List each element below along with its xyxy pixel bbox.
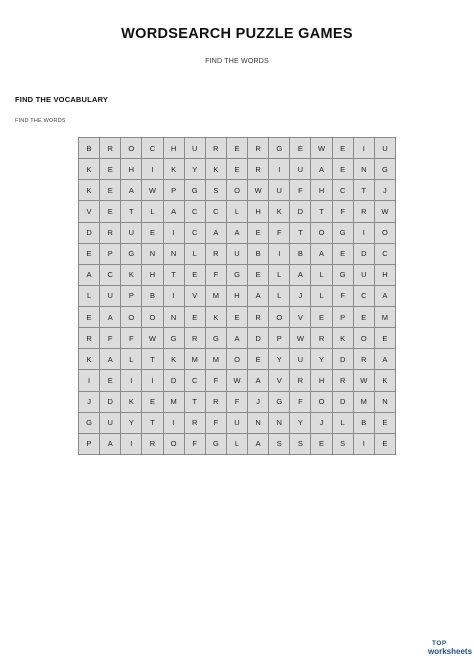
grid-cell[interactable]: G (121, 244, 142, 265)
grid-cell[interactable]: D (333, 392, 354, 413)
grid-cell[interactable]: V (185, 286, 206, 307)
grid-cell[interactable]: A (248, 434, 269, 455)
grid-cell[interactable]: E (142, 392, 163, 413)
grid-cell[interactable]: C (333, 180, 354, 201)
grid-cell[interactable]: M (206, 349, 227, 370)
grid-cell[interactable]: E (333, 159, 354, 180)
grid-cell[interactable]: Y (121, 413, 142, 434)
grid-cell[interactable]: A (206, 223, 227, 244)
grid-cell[interactable]: E (142, 223, 163, 244)
grid-cell[interactable]: R (354, 349, 375, 370)
grid-cell[interactable]: A (311, 244, 332, 265)
grid-cell[interactable]: E (375, 328, 396, 349)
grid-cell[interactable]: F (206, 370, 227, 391)
grid-cell[interactable]: F (290, 180, 311, 201)
grid-cell[interactable]: I (121, 434, 142, 455)
grid-cell[interactable]: B (248, 244, 269, 265)
grid-cell[interactable]: I (354, 223, 375, 244)
grid-cell[interactable]: K (206, 159, 227, 180)
grid-cell[interactable]: U (290, 159, 311, 180)
grid-cell[interactable]: L (121, 349, 142, 370)
grid-cell[interactable]: H (164, 138, 185, 159)
grid-cell[interactable]: G (333, 223, 354, 244)
grid-cell[interactable]: I (269, 159, 290, 180)
grid-cell[interactable]: M (206, 286, 227, 307)
grid-cell[interactable]: N (375, 392, 396, 413)
grid-cell[interactable]: U (375, 138, 396, 159)
grid-cell[interactable]: G (185, 180, 206, 201)
grid-cell[interactable]: O (354, 328, 375, 349)
grid-cell[interactable]: H (121, 159, 142, 180)
grid-cell[interactable]: L (185, 244, 206, 265)
grid-cell[interactable]: E (79, 244, 100, 265)
grid-cell[interactable]: N (248, 413, 269, 434)
grid-cell[interactable]: F (100, 328, 121, 349)
grid-cell[interactable]: L (227, 434, 248, 455)
grid-cell[interactable]: E (311, 307, 332, 328)
grid-cell[interactable]: G (375, 159, 396, 180)
grid-cell[interactable]: G (227, 265, 248, 286)
grid-cell[interactable]: E (100, 201, 121, 222)
grid-cell[interactable]: W (227, 370, 248, 391)
grid-cell[interactable]: I (164, 286, 185, 307)
grid-cell[interactable]: U (269, 180, 290, 201)
grid-cell[interactable]: J (79, 392, 100, 413)
grid-cell[interactable]: E (185, 307, 206, 328)
grid-cell[interactable]: R (248, 307, 269, 328)
grid-cell[interactable]: U (121, 223, 142, 244)
grid-cell[interactable]: S (290, 434, 311, 455)
page-subtitle: FIND THE WORDS (205, 58, 269, 65)
grid-cell[interactable]: B (290, 244, 311, 265)
grid-cell[interactable]: R (206, 138, 227, 159)
grid-cell[interactable]: T (164, 265, 185, 286)
grid-cell[interactable]: K (79, 180, 100, 201)
grid-cell[interactable]: R (354, 201, 375, 222)
grid-cell[interactable]: K (375, 370, 396, 391)
grid-cell[interactable]: G (164, 328, 185, 349)
grid-cell[interactable]: R (206, 244, 227, 265)
grid-cell[interactable]: E (248, 223, 269, 244)
section-heading: FIND THE VOCABULARY (15, 95, 109, 104)
grid-cell[interactable]: C (142, 138, 163, 159)
grid-cell[interactable]: D (333, 349, 354, 370)
grid-cell[interactable]: P (121, 286, 142, 307)
grid-cell[interactable]: K (79, 349, 100, 370)
grid-cell[interactable]: O (311, 392, 332, 413)
grid-cell[interactable]: N (269, 413, 290, 434)
grid-cell[interactable]: U (227, 413, 248, 434)
grid-cell[interactable]: R (185, 328, 206, 349)
grid-cell[interactable]: U (100, 286, 121, 307)
grid-cell[interactable]: F (227, 392, 248, 413)
grid-cell[interactable]: R (333, 370, 354, 391)
grid-cell[interactable]: K (79, 159, 100, 180)
grid-cell[interactable]: F (269, 223, 290, 244)
grid-cell[interactable]: R (100, 223, 121, 244)
grid-cell[interactable]: E (375, 434, 396, 455)
grid-cell[interactable]: O (227, 180, 248, 201)
grid-cell[interactable]: H (142, 265, 163, 286)
grid-cell[interactable]: L (311, 265, 332, 286)
grid-cell[interactable]: D (248, 328, 269, 349)
grid-cell[interactable]: E (185, 265, 206, 286)
grid-cell[interactable]: K (164, 349, 185, 370)
grid-cell[interactable]: C (185, 201, 206, 222)
grid-cell[interactable]: C (185, 370, 206, 391)
grid-cell[interactable]: T (354, 180, 375, 201)
grid-cell[interactable]: U (290, 349, 311, 370)
grid-cell[interactable]: N (142, 244, 163, 265)
grid-cell[interactable]: E (375, 413, 396, 434)
grid-cell[interactable]: A (100, 349, 121, 370)
grid-cell[interactable]: I (142, 370, 163, 391)
grid-cell[interactable]: B (79, 138, 100, 159)
grid-cell[interactable]: A (248, 286, 269, 307)
grid-cell[interactable]: E (79, 307, 100, 328)
grid-cell[interactable]: A (311, 159, 332, 180)
grid-cell[interactable]: A (227, 328, 248, 349)
grid-cell[interactable]: C (354, 286, 375, 307)
grid-cell[interactable]: W (375, 201, 396, 222)
grid-cell[interactable]: E (227, 138, 248, 159)
grid-cell[interactable]: A (375, 286, 396, 307)
grid-cell[interactable]: T (121, 201, 142, 222)
grid-cell[interactable]: B (142, 286, 163, 307)
grid-cell[interactable]: R (311, 328, 332, 349)
grid-cell[interactable]: G (269, 138, 290, 159)
grid-cell[interactable]: E (333, 138, 354, 159)
grid-cell[interactable]: S (206, 180, 227, 201)
grid-cell[interactable]: F (206, 265, 227, 286)
grid-cell[interactable]: A (375, 349, 396, 370)
grid-cell[interactable]: L (79, 286, 100, 307)
grid-cell[interactable]: A (290, 265, 311, 286)
grid-cell[interactable]: N (164, 307, 185, 328)
grid-cell[interactable]: W (142, 328, 163, 349)
grid-cell[interactable]: M (164, 392, 185, 413)
grid-cell[interactable]: E (227, 159, 248, 180)
grid-cell[interactable]: F (333, 286, 354, 307)
grid-cell[interactable]: E (290, 138, 311, 159)
grid-cell[interactable]: I (269, 244, 290, 265)
grid-cell[interactable]: U (100, 413, 121, 434)
grid-cell[interactable]: E (100, 370, 121, 391)
grid-cell[interactable]: G (206, 434, 227, 455)
grid-cell[interactable]: E (100, 159, 121, 180)
grid-cell[interactable]: C (185, 223, 206, 244)
grid-cell[interactable]: R (206, 392, 227, 413)
grid-cell[interactable]: I (142, 159, 163, 180)
grid-cell[interactable]: S (269, 434, 290, 455)
grid-cell[interactable]: R (248, 138, 269, 159)
grid-cell[interactable]: D (79, 223, 100, 244)
grid-cell[interactable]: W (354, 370, 375, 391)
grid-cell[interactable]: R (100, 138, 121, 159)
grid-cell[interactable]: H (227, 286, 248, 307)
grid-cell[interactable]: I (354, 138, 375, 159)
grid-cell[interactable]: Y (185, 159, 206, 180)
grid-cell[interactable]: U (354, 265, 375, 286)
grid-cell[interactable]: O (121, 138, 142, 159)
grid-cell[interactable]: J (375, 180, 396, 201)
grid-cell[interactable]: I (79, 370, 100, 391)
grid-cell[interactable]: L (333, 413, 354, 434)
grid-cell[interactable]: A (121, 180, 142, 201)
grid-cell[interactable]: N (354, 159, 375, 180)
grid-cell[interactable]: T (185, 392, 206, 413)
grid-cell[interactable]: H (311, 370, 332, 391)
brand-logo-top-text: TOP (432, 640, 447, 647)
grid-cell[interactable]: E (227, 307, 248, 328)
grid-cell[interactable]: D (354, 244, 375, 265)
grid-cell[interactable]: W (311, 138, 332, 159)
grid-cell[interactable]: K (269, 201, 290, 222)
grid-cell[interactable]: L (227, 201, 248, 222)
grid-cell[interactable]: K (121, 392, 142, 413)
section-instruction: FIND THE WORDS (15, 118, 66, 124)
grid-cell[interactable]: F (333, 201, 354, 222)
grid-cell[interactable]: U (227, 244, 248, 265)
grid-cell[interactable]: W (290, 328, 311, 349)
grid-cell[interactable]: R (142, 434, 163, 455)
grid-cell[interactable]: O (269, 307, 290, 328)
grid-cell[interactable]: L (311, 286, 332, 307)
grid-cell[interactable]: M (354, 392, 375, 413)
grid-cell[interactable]: K (333, 328, 354, 349)
grid-cell[interactable]: E (311, 434, 332, 455)
grid-cell[interactable]: T (311, 201, 332, 222)
grid-cell[interactable]: R (79, 328, 100, 349)
grid-cell[interactable]: A (100, 307, 121, 328)
grid-cell[interactable]: C (100, 265, 121, 286)
grid-cell[interactable]: T (290, 223, 311, 244)
grid-cell[interactable]: R (290, 370, 311, 391)
grid-cell[interactable]: E (354, 307, 375, 328)
grid-cell[interactable]: O (142, 307, 163, 328)
grid-cell[interactable]: R (248, 159, 269, 180)
grid-cell[interactable]: A (248, 370, 269, 391)
grid-cell[interactable]: P (269, 328, 290, 349)
grid-cell[interactable]: S (333, 434, 354, 455)
grid-cell[interactable]: J (248, 392, 269, 413)
grid-cell[interactable]: J (311, 413, 332, 434)
grid-cell[interactable]: I (121, 370, 142, 391)
grid-cell[interactable]: O (375, 223, 396, 244)
grid-cell[interactable]: M (375, 307, 396, 328)
grid-cell[interactable]: P (100, 244, 121, 265)
grid-cell[interactable]: K (206, 307, 227, 328)
wordsearch-grid (78, 137, 396, 455)
grid-cell[interactable]: P (333, 307, 354, 328)
grid-cell[interactable]: C (375, 244, 396, 265)
grid-cell[interactable]: E (248, 265, 269, 286)
grid-cell[interactable]: T (142, 413, 163, 434)
grid-cell[interactable]: W (142, 180, 163, 201)
grid-cell[interactable]: G (79, 413, 100, 434)
grid-cell[interactable]: N (164, 244, 185, 265)
grid-cell[interactable]: G (206, 328, 227, 349)
grid-cell[interactable]: I (164, 413, 185, 434)
grid-cell[interactable]: U (185, 138, 206, 159)
grid-cell[interactable]: R (185, 413, 206, 434)
grid-cell[interactable]: T (142, 349, 163, 370)
grid-cell[interactable]: J (290, 286, 311, 307)
grid-cell[interactable]: L (269, 286, 290, 307)
grid-cell[interactable]: W (248, 180, 269, 201)
grid-cell[interactable]: E (100, 180, 121, 201)
grid-cell[interactable]: H (248, 201, 269, 222)
grid-cell[interactable]: A (227, 223, 248, 244)
grid-cell[interactable]: F (121, 328, 142, 349)
grid-cell[interactable]: L (269, 265, 290, 286)
grid-cell[interactable]: Y (290, 413, 311, 434)
grid-cell[interactable]: D (100, 392, 121, 413)
grid-cell[interactable]: M (185, 349, 206, 370)
grid-cell[interactable]: D (164, 370, 185, 391)
grid-cell[interactable]: I (354, 434, 375, 455)
grid-cell[interactable]: F (290, 392, 311, 413)
grid-cell[interactable]: V (269, 370, 290, 391)
grid-cell[interactable]: C (206, 201, 227, 222)
grid-cell[interactable]: E (248, 349, 269, 370)
grid-cell[interactable]: F (185, 434, 206, 455)
grid-cell[interactable]: O (311, 223, 332, 244)
grid-cell[interactable]: K (121, 265, 142, 286)
grid-cell[interactable]: Y (311, 349, 332, 370)
grid-cell[interactable]: E (333, 244, 354, 265)
grid-cell[interactable]: O (121, 307, 142, 328)
grid-cell[interactable]: P (164, 180, 185, 201)
page-title: WORDSEARCH PUZZLE GAMES (121, 26, 353, 42)
grid-cell[interactable]: G (333, 265, 354, 286)
grid-cell[interactable]: G (269, 392, 290, 413)
grid-cell[interactable]: A (100, 434, 121, 455)
grid-cell[interactable]: L (142, 201, 163, 222)
grid-cell[interactable]: Y (269, 349, 290, 370)
grid-cell[interactable]: I (164, 223, 185, 244)
grid-cell[interactable]: F (206, 413, 227, 434)
grid-cell[interactable]: V (290, 307, 311, 328)
grid-cell[interactable]: B (354, 413, 375, 434)
grid-cell[interactable]: A (164, 201, 185, 222)
brand-logo-bottom-text: worksheets (428, 646, 473, 656)
grid-cell[interactable]: A (79, 265, 100, 286)
grid-cell[interactable]: K (164, 159, 185, 180)
grid-cell[interactable]: O (227, 349, 248, 370)
brand-logo[interactable] (428, 640, 473, 656)
grid-cell[interactable]: O (164, 434, 185, 455)
grid-cell[interactable]: H (311, 180, 332, 201)
grid-cell[interactable]: V (79, 201, 100, 222)
grid-cell[interactable]: D (290, 201, 311, 222)
grid-cell[interactable]: P (79, 434, 100, 455)
grid-cell[interactable]: H (375, 265, 396, 286)
